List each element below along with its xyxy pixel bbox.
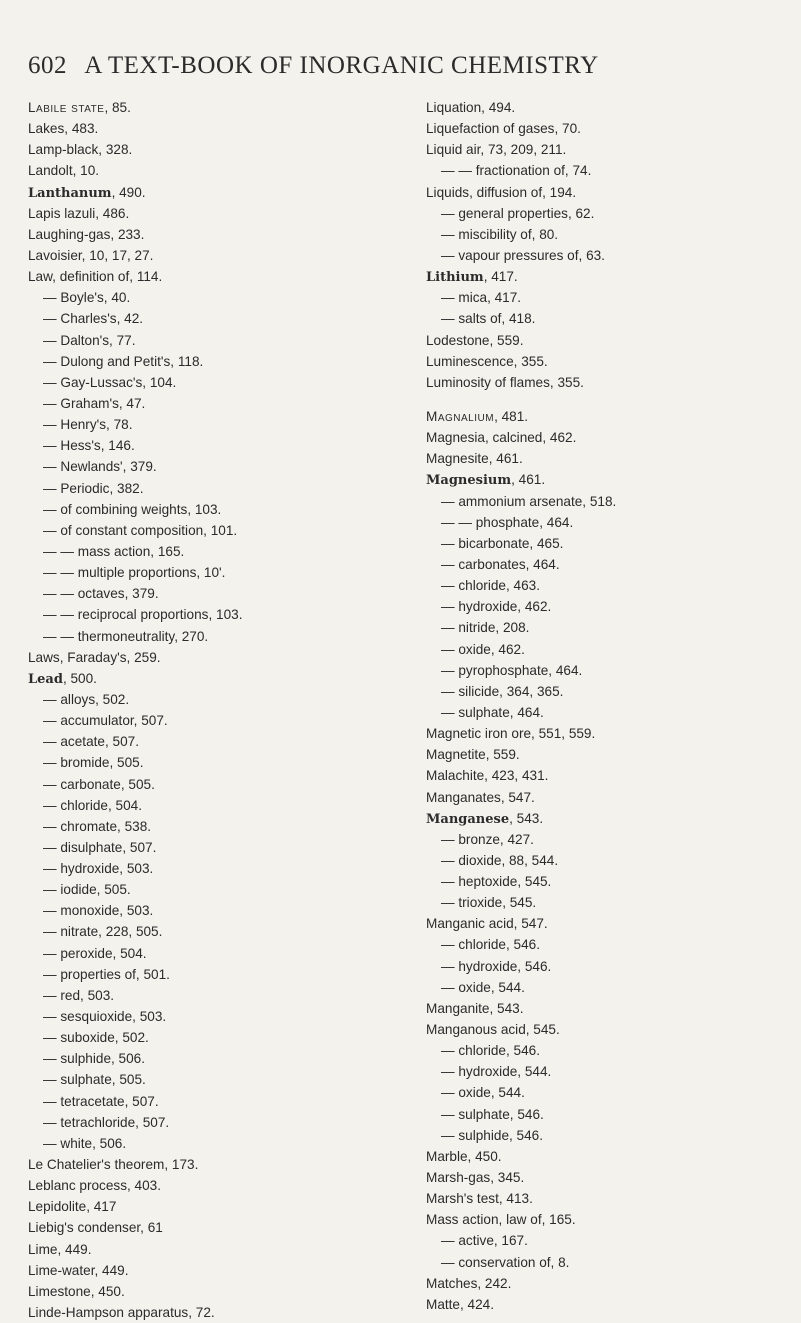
index-subentry: — suboxide, 502. — [43, 1030, 149, 1046]
index-subentry: — of constant composition, 101. — [43, 522, 238, 538]
index-subentry: — Boyle's, 40. — [43, 290, 131, 306]
index-subentry: — of combining weights, 103. — [43, 501, 222, 517]
index-entry: Marble, 450. — [426, 1148, 502, 1164]
index-subentry: — heptoxide, 545. — [441, 874, 552, 890]
index-subentry: — chloride, 546. — [441, 937, 540, 953]
index-subentry: — Hess's, 146. — [43, 438, 135, 454]
index-subentry: — silicide, 364, 365. — [441, 683, 564, 699]
index-subentry: — nitrate, 228, 505. — [43, 924, 163, 940]
index-entry: Manganous acid, 545. — [426, 1022, 560, 1038]
index-entry: Liquid air, 73, 209, 211. — [426, 142, 567, 158]
index-entry: Lime, 449. — [28, 1241, 92, 1257]
index-subentry: — — octaves, 379. — [43, 586, 159, 602]
index-subentry: — — reciprocal proportions, 103. — [43, 607, 243, 623]
index-entry: Magnetite, 559. — [426, 747, 520, 763]
index-entry: Laughing-gas, 233. — [28, 226, 145, 242]
index-entry: Lapis lazuli, 486. — [28, 205, 130, 221]
index-subentry: — general properties, 62. — [441, 205, 595, 221]
index-subentry: — nitride, 208. — [441, 620, 530, 636]
index-subentry: — Gay-Lussac's, 104. — [43, 374, 177, 390]
index-entry: Manganese, 543. — [426, 810, 544, 827]
index-subentry: — hydroxide, 462. — [441, 599, 552, 615]
index-entry: Matte, 424. — [426, 1296, 495, 1312]
index-entry: Manganite, 543. — [426, 1000, 524, 1016]
index-entry: Lithium, 417. — [426, 269, 518, 286]
index-subentry: — sesquioxide, 503. — [43, 1009, 167, 1025]
index-entry: Le Chatelier's theorem, 173. — [28, 1157, 199, 1173]
index-entry: Magnesium, 461. — [426, 472, 546, 489]
index-subentry: — chloride, 463. — [441, 578, 540, 594]
index-subentry: — — thermoneutrality, 270. — [43, 628, 209, 644]
index-entry: Liebig's condenser, 61 — [28, 1220, 163, 1236]
index-subentry: — miscibility of, 80. — [441, 226, 559, 242]
index-subentry: — properties of, 501. — [43, 966, 170, 982]
index-subentry: — sulphate, 464. — [441, 704, 544, 720]
index-entry: Matches, 242. — [426, 1275, 512, 1291]
index-entry: Lakes, 483. — [28, 121, 99, 137]
index-subentry: — carbonate, 505. — [43, 776, 155, 792]
index-entry: Labile state, 85. — [28, 100, 131, 115]
index-subentry: — active, 167. — [441, 1233, 528, 1249]
page-title: A TEXT-BOOK OF INORGANIC CHEMISTRY — [84, 52, 599, 79]
index-subentry: — — phosphate, 464. — [441, 514, 574, 530]
index-subentry: — acetate, 507. — [43, 734, 139, 750]
index-subentry: — chromate, 538. — [43, 818, 152, 834]
index-subentry: — sulphide, 506. — [43, 1051, 146, 1067]
index-subentry: — sulphate, 546. — [441, 1106, 544, 1122]
index-entry: Magnesite, 461. — [426, 451, 523, 467]
index-entry: Limestone, 450. — [28, 1283, 125, 1299]
index-subentry: — Graham's, 47. — [43, 395, 146, 411]
index-subentry: — chloride, 504. — [43, 797, 142, 813]
index-column-right — [426, 97, 791, 1315]
index-subentry: — bicarbonate, 465. — [441, 535, 564, 551]
index-subentry: — hydroxide, 544. — [441, 1064, 552, 1080]
index-entry: Lepidolite, 417 — [28, 1199, 117, 1215]
index-subentry: — carbonates, 464. — [441, 556, 560, 572]
index-entry: Laws, Faraday's, 259. — [28, 649, 161, 665]
index-subentry: — Newlands', 379. — [43, 459, 157, 475]
index-subentry: — — mass action, 165. — [43, 543, 185, 559]
index-subentry: — sulphate, 505. — [43, 1072, 146, 1088]
index-subentry: — mica, 417. — [441, 290, 522, 306]
index-entry: Linde-Hampson apparatus, 72. — [28, 1305, 215, 1321]
index-subentry: — disulphate, 507. — [43, 839, 157, 855]
index-subentry: — alloys, 502. — [43, 691, 130, 707]
page-number: 602 — [28, 52, 67, 79]
index-entry: Luminescence, 355. — [426, 353, 548, 369]
index-subentry: — vapour pressures of, 63. — [441, 247, 605, 263]
index-entry: Malachite, 423, 431. — [426, 768, 549, 784]
index-subentry: — Dulong and Petit's, 118. — [43, 353, 204, 369]
index-subentry: — — multiple proportions, 10'. — [43, 565, 226, 581]
index-subentry: — ammonium arsenate, 518. — [441, 493, 617, 509]
index-entry: Liquids, diffusion of, 194. — [426, 184, 577, 200]
index-subentry: — Henry's, 78. — [43, 417, 133, 433]
index-subentry: — dioxide, 88, 544. — [441, 852, 559, 868]
index-entry: Leblanc process, 403. — [28, 1178, 162, 1194]
index-entry: Manganic acid, 547. — [426, 916, 548, 932]
index-subentry: — Dalton's, 77. — [43, 332, 136, 348]
index-subentry: — chloride, 546. — [441, 1043, 540, 1059]
index-subentry: — oxide, 544. — [441, 1085, 525, 1101]
index-entry: Lanthanum, 490. — [28, 184, 146, 201]
index-subentry: — oxide, 544. — [441, 979, 525, 995]
index-subentry: — tetracetate, 507. — [43, 1093, 159, 1109]
index-entry: Magnetic iron ore, 551, 559. — [426, 726, 596, 742]
index-subentry: — white, 506. — [43, 1135, 127, 1151]
index-subentry: — — fractionation of, 74. — [441, 163, 592, 179]
index-subentry: — tetrachloride, 507. — [43, 1114, 170, 1130]
index-subentry: — monoxide, 503. — [43, 903, 154, 919]
index-entry: Mass action, law of, 165. — [426, 1212, 576, 1228]
index-subentry: — Charles's, 42. — [43, 311, 144, 327]
index-subentry: — trioxide, 545. — [441, 895, 537, 911]
index-subentry: — salts of, 418. — [441, 311, 536, 327]
index-entry: Luminosity of flames, 355. — [426, 374, 584, 390]
index-entry: Law, definition of, 114. — [28, 269, 163, 285]
index-subentry: — conservation of, 8. — [441, 1254, 570, 1270]
index-subentry: — Periodic, 382. — [43, 480, 144, 496]
index-subentry: — bromide, 505. — [43, 755, 144, 771]
index-entry: Liquation, 494. — [426, 100, 516, 115]
index-entry: Lamp-black, 328. — [28, 142, 133, 158]
index-subentry: — sulphide, 546. — [441, 1127, 544, 1143]
index-entry: Manganates, 547. — [426, 789, 535, 805]
index-column-left — [28, 97, 403, 1323]
index-entry: Lavoisier, 10, 17, 27. — [28, 247, 154, 263]
index-subentry: — accumulator, 507. — [43, 713, 168, 729]
index-subentry: — hydroxide, 546. — [441, 958, 552, 974]
index-entry: Marsh's test, 413. — [426, 1191, 533, 1207]
index-entry: Lime-water, 449. — [28, 1262, 129, 1278]
index-entry: Magnalium, 481. — [426, 408, 529, 424]
index-entry: Lodestone, 559. — [426, 332, 524, 348]
index-subentry: — peroxide, 504. — [43, 945, 147, 961]
index-entry: Liquefaction of gases, 70. — [426, 121, 581, 137]
index-subentry: — red, 503. — [43, 987, 115, 1003]
index-entry: Landolt, 10. — [28, 163, 100, 179]
index-entry: Lead, 500. — [28, 670, 97, 687]
index-entry: Magnesia, calcined, 462. — [426, 430, 577, 446]
index-subentry: — bronze, 427. — [441, 831, 534, 847]
index-entry: Marsh-gas, 345. — [426, 1170, 525, 1186]
page-header — [28, 52, 599, 80]
index-subentry: — iodide, 505. — [43, 882, 131, 898]
index-subentry: — hydroxide, 503. — [43, 861, 154, 877]
index-subentry: — oxide, 462. — [441, 641, 525, 657]
index-subentry: — pyrophosphate, 464. — [441, 662, 583, 678]
